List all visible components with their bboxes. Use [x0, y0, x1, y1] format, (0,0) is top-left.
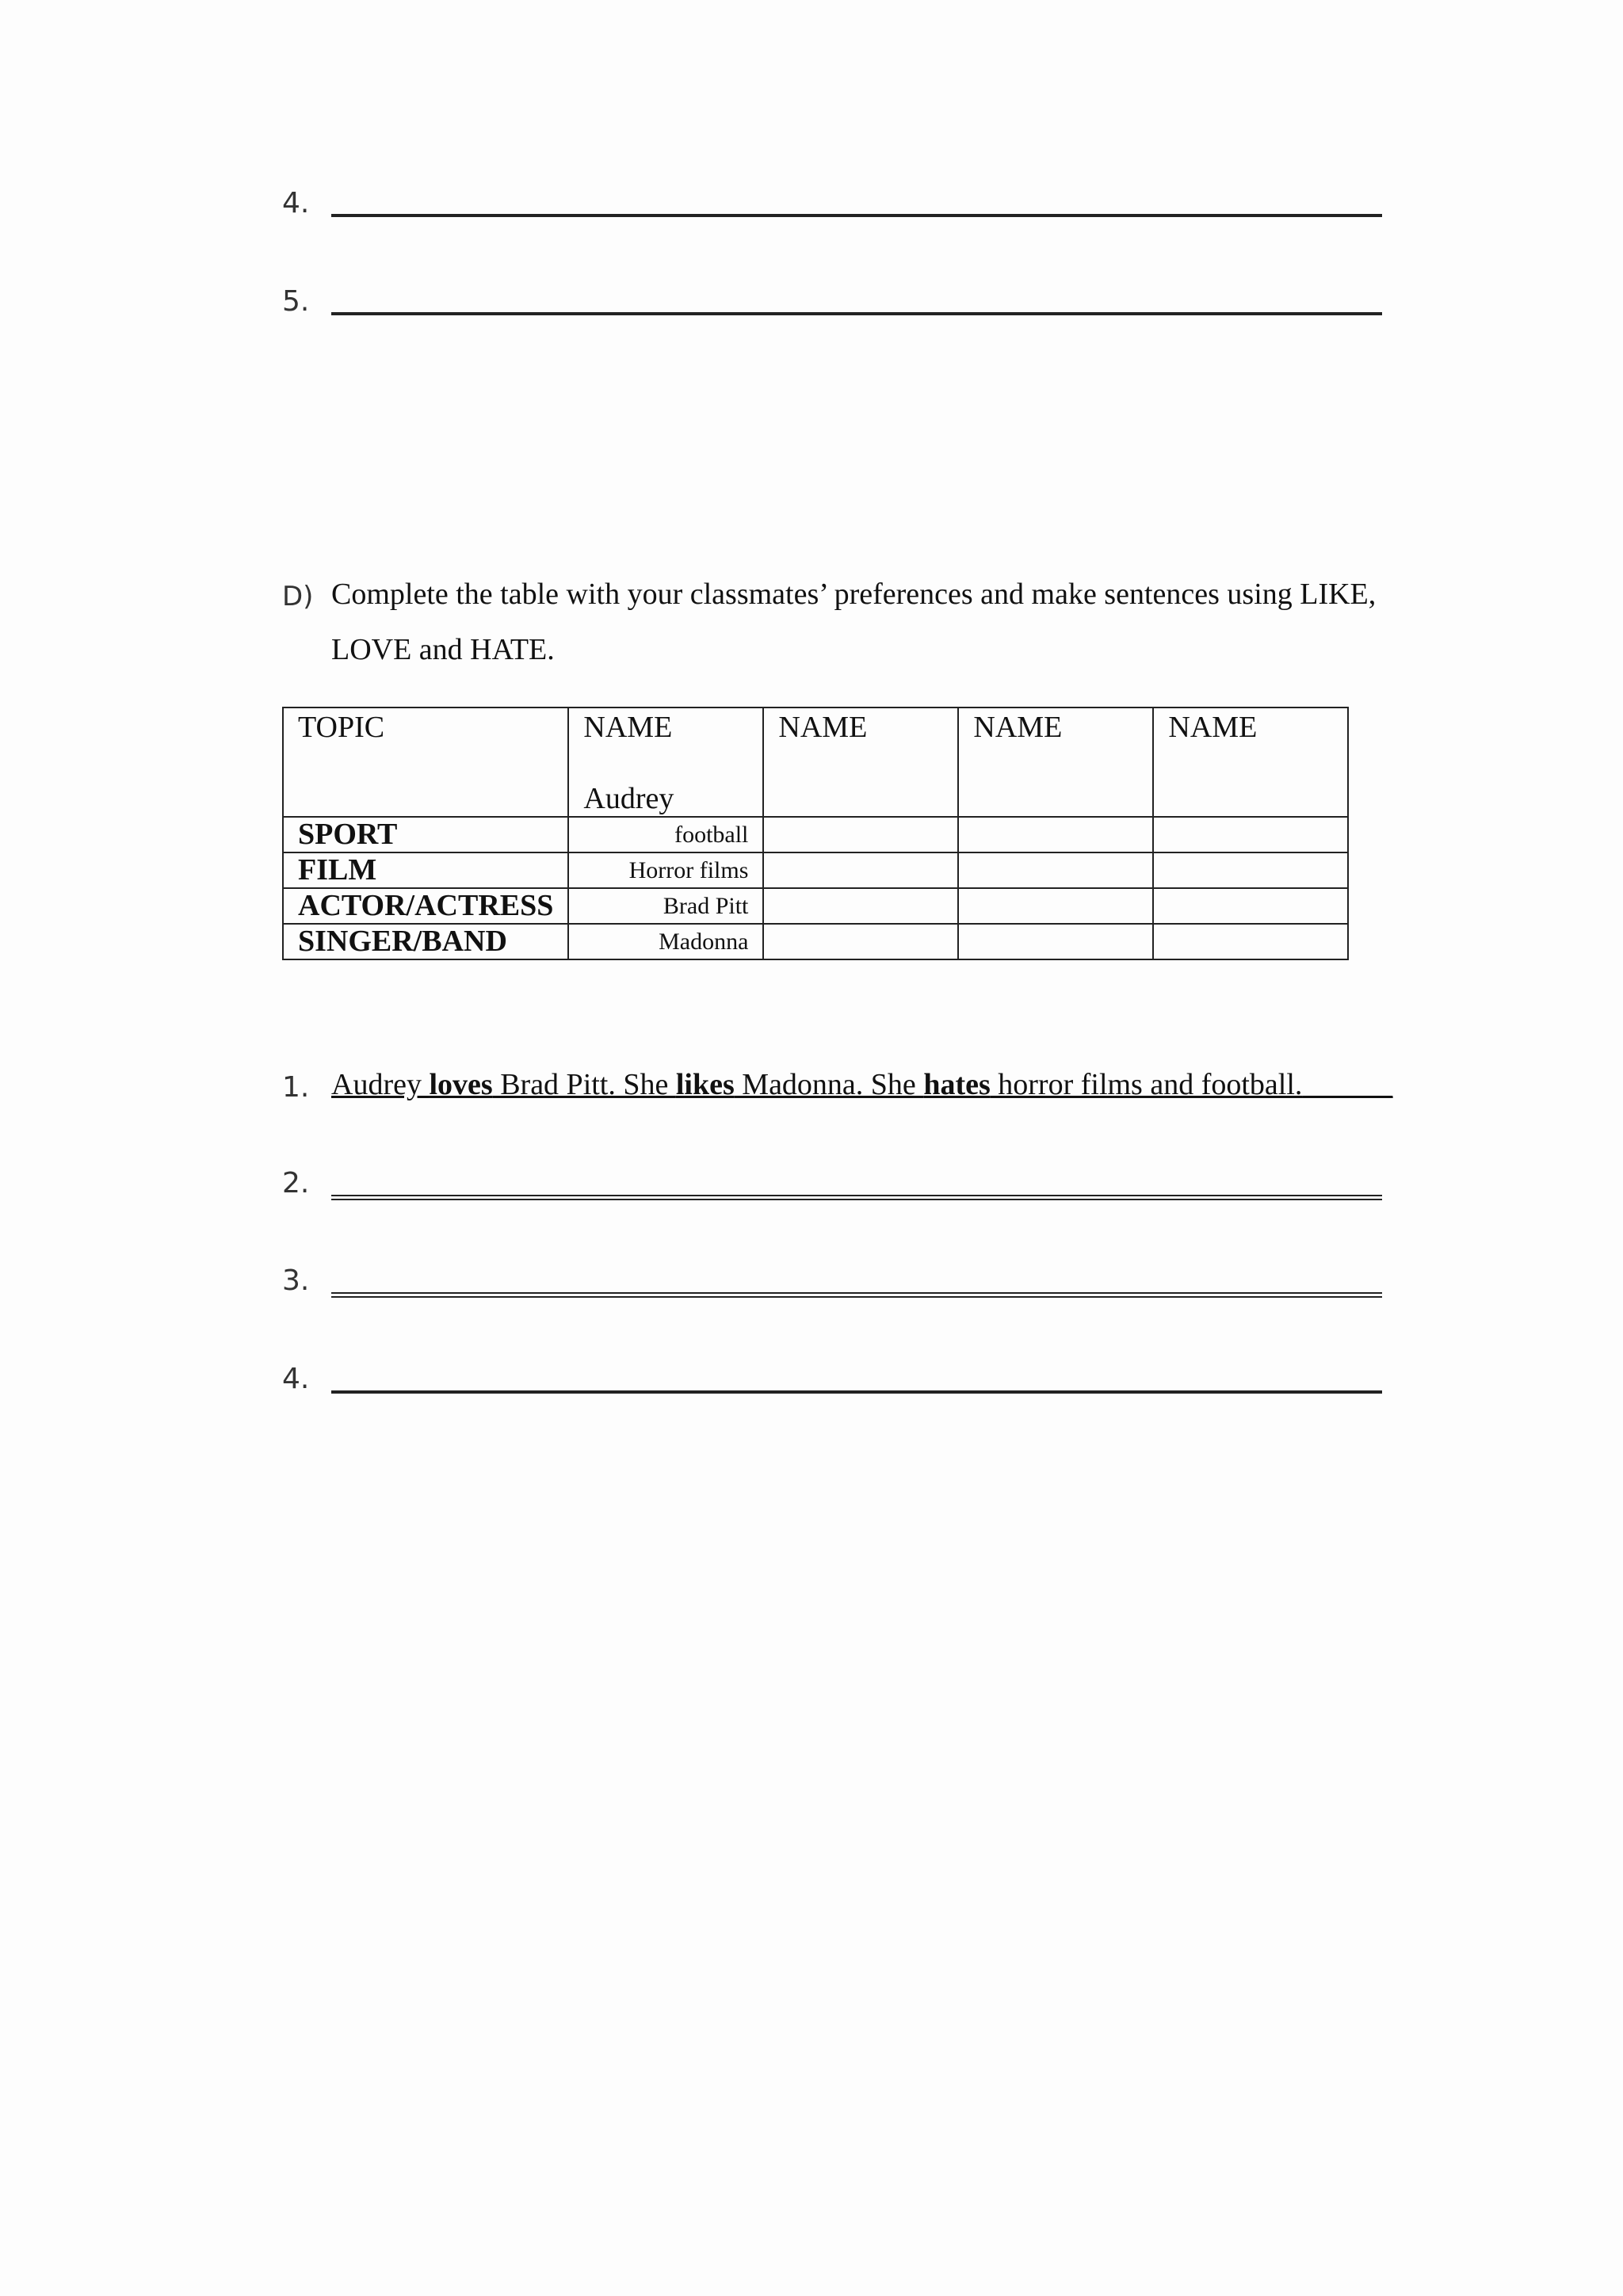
line-number-4: 4.: [282, 187, 310, 219]
value-cell: Brad Pitt: [568, 888, 763, 924]
table-header-row: [283, 707, 1348, 817]
table-row: [283, 852, 1348, 888]
example-sentence: [331, 1067, 1392, 1102]
empty-cell[interactable]: [958, 817, 1153, 852]
header-name-2: NAME: [763, 707, 958, 817]
header-topic: TOPIC: [283, 707, 568, 817]
empty-cell[interactable]: [763, 924, 958, 959]
example-bold-verb: loves: [429, 1068, 493, 1101]
line-number-3: 3.: [282, 1264, 310, 1297]
empty-cell[interactable]: [1153, 888, 1348, 924]
example-blank: ______: [1302, 1068, 1393, 1101]
empty-cell[interactable]: [1153, 817, 1348, 852]
empty-cell[interactable]: [763, 817, 958, 852]
empty-cell[interactable]: [1153, 852, 1348, 888]
table-row: [283, 924, 1348, 959]
example-bold-verb: likes: [675, 1068, 735, 1101]
answer-line-2[interactable]: [331, 1195, 1382, 1200]
answer-line-3[interactable]: [331, 1292, 1382, 1298]
value-cell: football: [568, 817, 763, 852]
answer-line-5[interactable]: [331, 312, 1382, 315]
answer-line-4b[interactable]: [331, 1390, 1382, 1394]
example-number: 1.: [282, 1071, 310, 1104]
table-row: [283, 817, 1348, 852]
topic-cell: ACTOR/ACTRESS: [283, 888, 568, 924]
value-cell: Madonna: [568, 924, 763, 959]
instruction-line-1: Complete the table with your classmates’ preferences and make sentences using LIKE,: [331, 578, 1377, 611]
classmate-name: Audrey: [583, 782, 674, 815]
example-text: Audrey: [331, 1068, 430, 1101]
topic-cell: FILM: [283, 852, 568, 888]
instruction-line-2: LOVE and HATE.: [331, 633, 555, 666]
empty-cell[interactable]: [958, 888, 1153, 924]
header-name-4: NAME: [1153, 707, 1348, 817]
answer-line-4[interactable]: [331, 214, 1382, 217]
line-number-2: 2.: [282, 1167, 310, 1199]
example-text: Madonna. She: [734, 1068, 924, 1101]
example-text: horror films and football.: [990, 1068, 1303, 1101]
topic-cell: SPORT: [283, 817, 568, 852]
empty-cell[interactable]: [958, 852, 1153, 888]
example-text: Brad Pitt. She: [492, 1068, 676, 1101]
empty-cell[interactable]: [958, 924, 1153, 959]
line-number-5: 5.: [282, 285, 310, 318]
empty-cell[interactable]: [763, 852, 958, 888]
value-cell: Horror films: [568, 852, 763, 888]
empty-cell[interactable]: [763, 888, 958, 924]
topic-cell: SINGER/BAND: [283, 924, 568, 959]
header-name-label: NAME: [583, 711, 673, 744]
line-number-4b: 4.: [282, 1363, 310, 1395]
header-name-3: NAME: [958, 707, 1153, 817]
table-row: [283, 888, 1348, 924]
example-bold-verb: hates: [923, 1068, 991, 1101]
preferences-table: [282, 707, 1349, 960]
empty-cell[interactable]: [1153, 924, 1348, 959]
header-name-1: [568, 707, 763, 817]
section-label: D): [282, 581, 314, 612]
